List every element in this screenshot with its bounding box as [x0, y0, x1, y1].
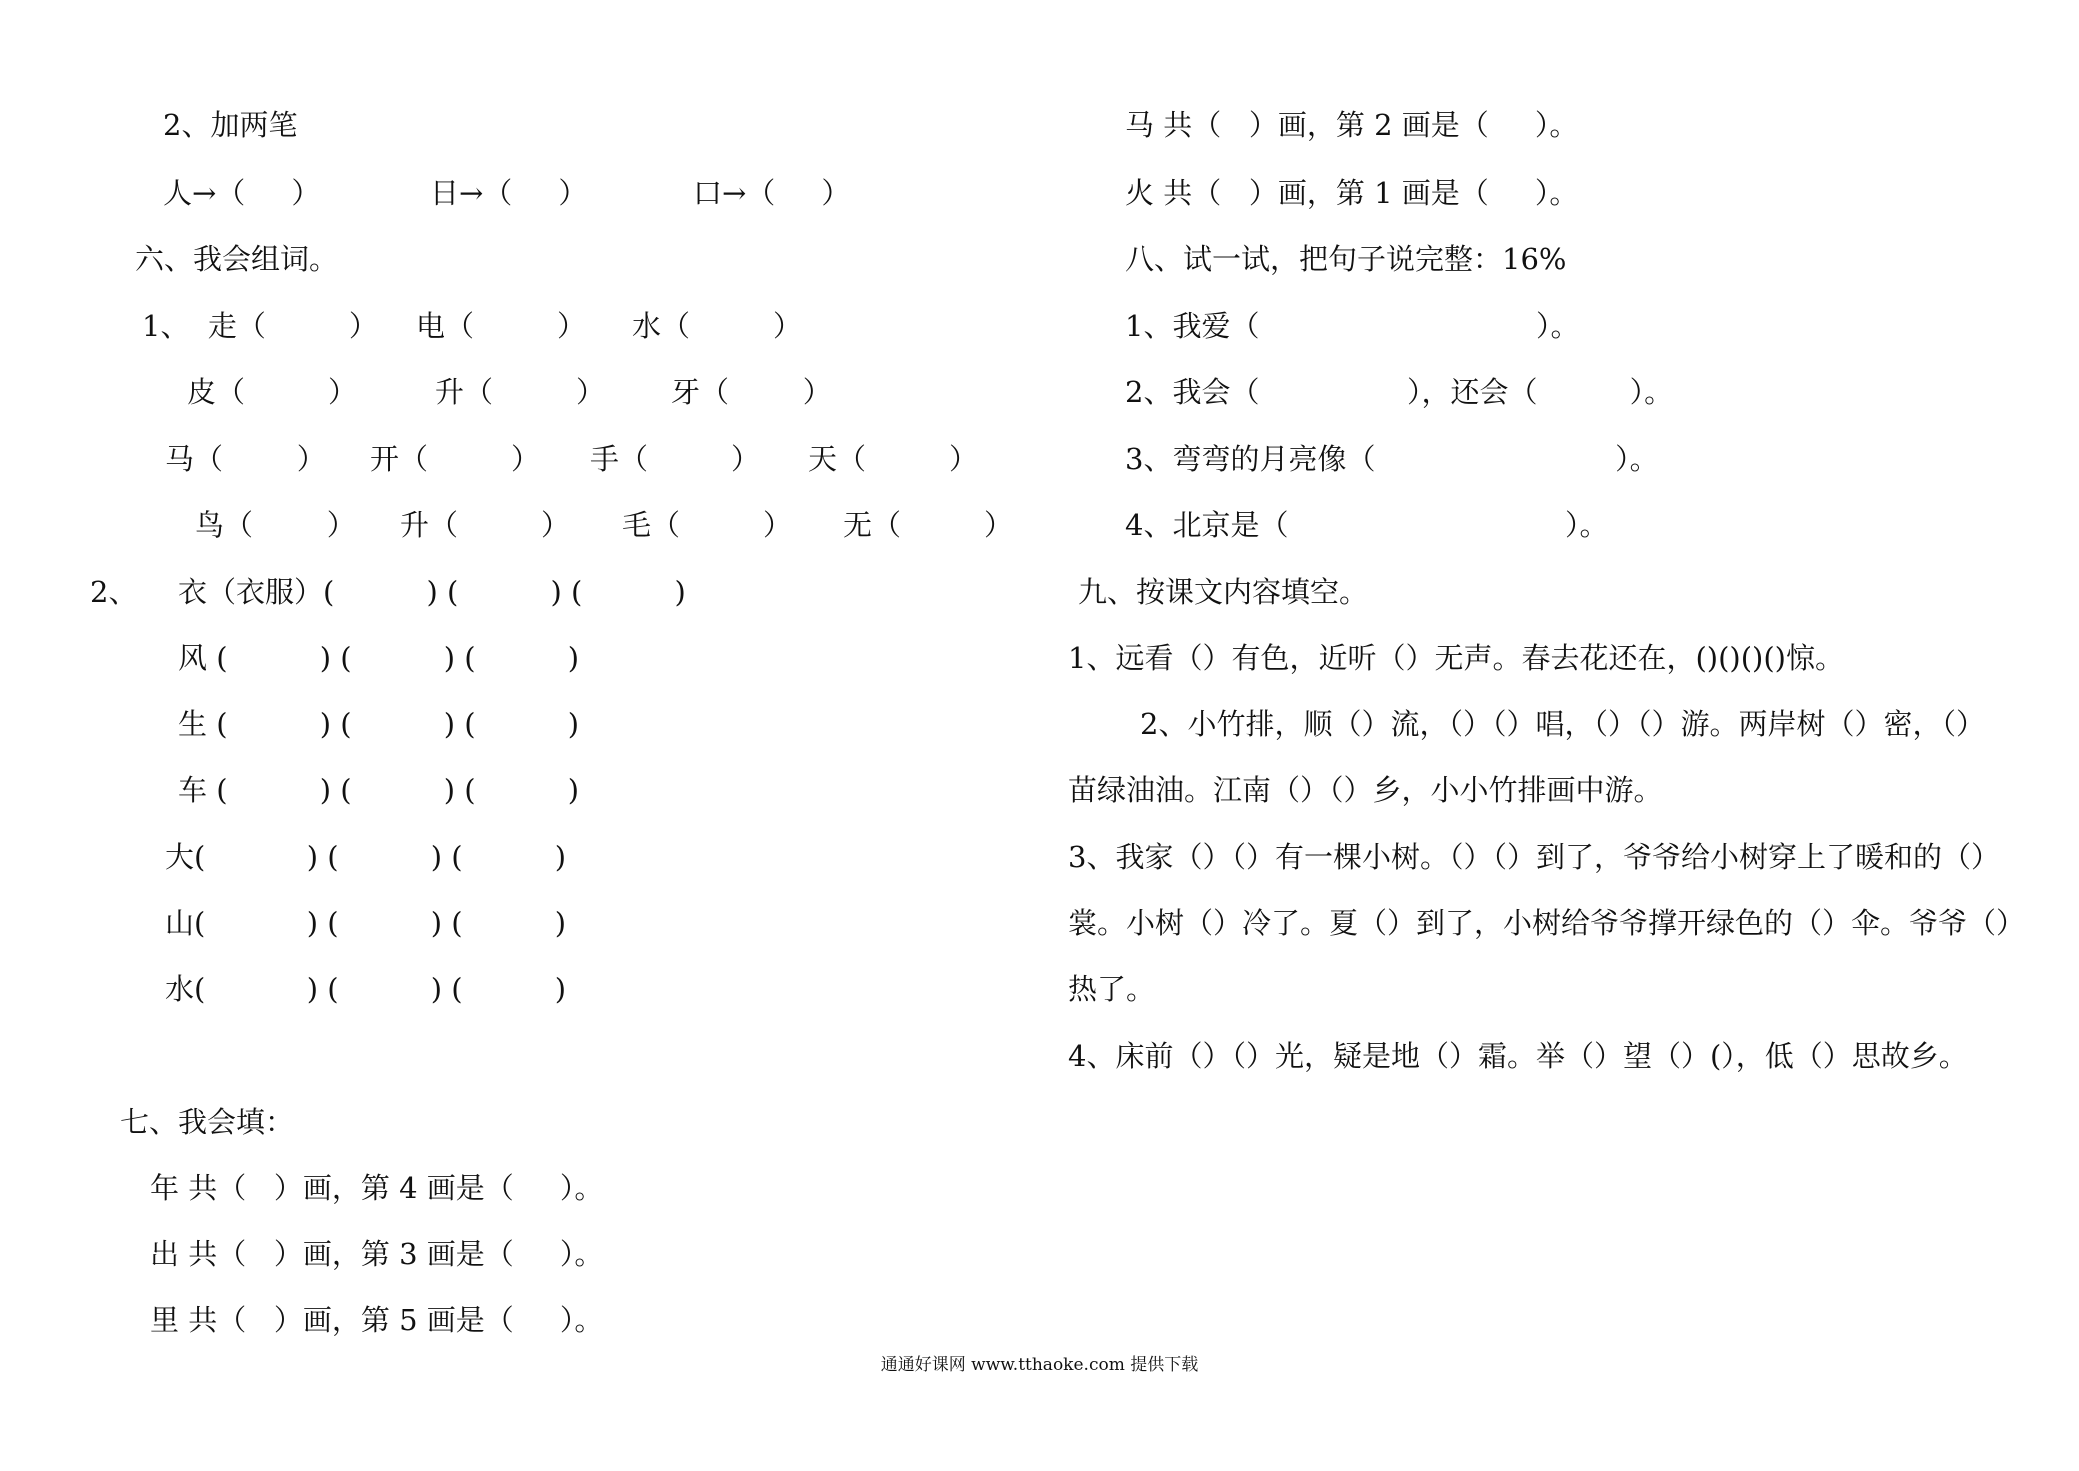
add-strokes-item: 日→（ ）	[430, 176, 588, 210]
stroke-count-item: 里 共（ ）画，第 5 画是（ ）。	[150, 1303, 604, 1337]
part-2-number: 2、	[90, 575, 138, 609]
left-column	[0, 0, 1040, 1400]
add-strokes-item: 人→（ ）	[163, 176, 321, 210]
fill-blank-line: 苗绿油油。江南（）（）乡，小小竹排画中游。	[1068, 773, 1663, 807]
word-group-item: 牙（ ）	[671, 375, 832, 409]
stroke-count-item: 年 共（ ）画，第 4 画是（ ）。	[150, 1171, 604, 1205]
fill-blank-line: 3、我家（）（）有一棵小树。（）（）到了，爷爷给小树穿上了暖和的（）	[1068, 840, 2000, 874]
word-group-row: 生 ( ) ( ) ( )	[178, 707, 580, 741]
sentence-item: 4、北京是（ ）。	[1125, 508, 1609, 542]
section-8-title: 八、试一试，把句子说完整：16%	[1125, 242, 1567, 276]
right-column	[1040, 0, 2079, 1400]
word-group-row: 车 ( ) ( ) ( )	[178, 773, 580, 807]
word-group-item: 马（ ）	[165, 442, 326, 476]
footer-source-text: 通通好课网 www.tthaoke.com 提供下载	[880, 1355, 1199, 1375]
fill-blank-line: 1、远看（）有色，近听（）无声。春去花还在，()()()()惊。	[1068, 641, 1844, 675]
word-group-item: 皮（ ）	[187, 375, 357, 409]
word-group-item: 天（ ）	[808, 442, 978, 476]
word-group-item: 鸟（ ）	[195, 508, 356, 542]
word-group-row: 水( ) ( ) ( )	[165, 972, 567, 1006]
section-2-add-two-strokes-title: 2、加两笔	[163, 108, 298, 142]
sentence-item: 3、弯弯的月亮像（ ）。	[1125, 442, 1659, 476]
stroke-count-item: 火 共（ ）画，第 1 画是（ ）。	[1125, 176, 1579, 210]
word-group-row: 衣（衣服）( ) ( ) ( )	[178, 575, 686, 609]
word-group-row: 大( ) ( ) ( )	[165, 840, 567, 874]
word-group-row: 风 ( ) ( ) ( )	[178, 641, 580, 675]
section-9-title: 九、按课文内容填空。	[1078, 575, 1369, 609]
fill-blank-line: 2、小竹排，顺（）流，（）（）唱，（）（）游。两岸树（）密，（）	[1140, 707, 1985, 741]
add-strokes-item: 口→（ ）	[693, 176, 851, 210]
word-group-item: 升（ ）	[400, 508, 570, 542]
word-group-row: 山( ) ( ) ( )	[165, 906, 567, 940]
word-group-item: 1、 走（ ）	[142, 309, 378, 343]
word-group-item: 开（ ）	[370, 442, 540, 476]
fill-blank-line: 4、床前（）（）光，疑是地（）霜。举（）望（）(），低（）思故乡。	[1068, 1039, 1968, 1073]
section-7-title: 七、我会填：	[120, 1105, 295, 1139]
fill-blank-line: 裳。小树（）冷了。夏（）到了，小树给爷爷撑开绿色的（）伞。爷爷（）	[1068, 906, 2026, 940]
sentence-item: 2、我会（ ），还会（ ）。	[1125, 375, 1674, 409]
fill-blank-line: 热了。	[1068, 972, 1156, 1006]
word-group-item: 电（ ）	[416, 309, 586, 343]
sentence-item: 1、我爱（ ）。	[1125, 309, 1580, 343]
word-group-item: 升（ ）	[435, 375, 605, 409]
word-group-item: 手（ ）	[590, 442, 760, 476]
section-6-title: 六、我会组词。	[135, 242, 339, 276]
word-group-item: 毛（ ）	[622, 508, 792, 542]
word-group-item: 无（ ）	[843, 508, 1013, 542]
stroke-count-item: 马 共（ ）画，第 2 画是（ ）。	[1125, 108, 1579, 142]
word-group-item: 水（ ）	[632, 309, 802, 343]
stroke-count-item: 出 共（ ）画，第 3 画是（ ）。	[150, 1237, 604, 1271]
